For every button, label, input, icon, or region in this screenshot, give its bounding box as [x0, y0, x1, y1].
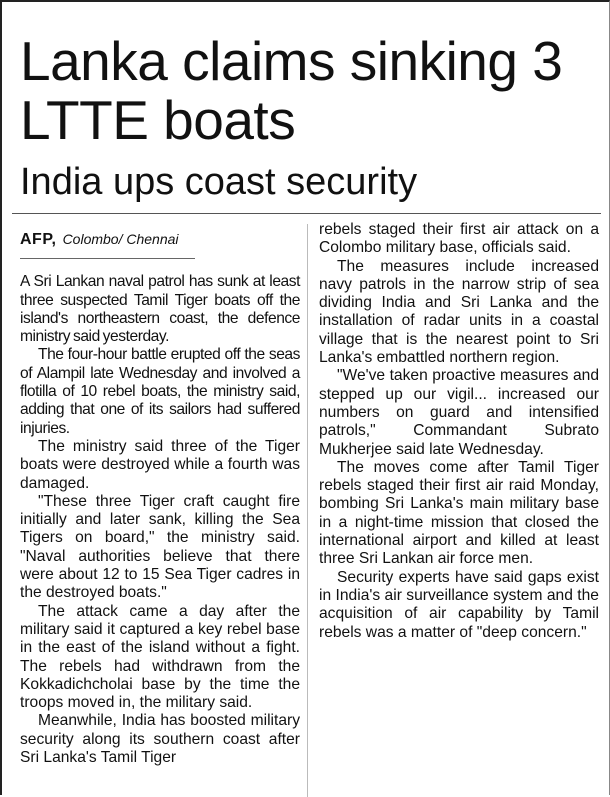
article-paragraph: The four-hour battle erupted off the seas of Alampil late Wednesday and involved a flotilla of 10 rebel boats, the ministry said, adding that one of its sailors had suffered injuries.: [20, 346, 300, 437]
article-paragraph: The measures include increased navy patrols in the narrow strip of sea dividing India and Sri Lanka and the installation of radar units in a coastal village that is the nearest point to Sri Lanka's embattled northern region.: [319, 257, 599, 367]
column-divider: [307, 224, 308, 797]
byline-agency: AFP,: [20, 231, 57, 248]
article-column-left: [20, 222, 300, 767]
article-paragraph: The attack came a day after the military said it captured a key rebel base in the east of the island without a fight. The rebels had withdrawn from the Kokkadichcholai base by the time the troops moved in, the military said.: [20, 602, 300, 712]
byline-dateline: Colombo/ Chennai: [62, 231, 179, 247]
article-paragraph: The moves come after Tamil Tiger rebels staged their first air raid Monday, bombing Sri Lanka's main military base in a night-time mission that closed the international airport and killed at least three Sri Lankan air force men.: [319, 458, 599, 568]
article-paragraph: Security experts have said gaps exist in India's air surveillance system and the acquisition of air capability by Tamil rebels was a matter of "deep concern.": [319, 568, 599, 641]
article-paragraph: The ministry said three of the Tiger boats were destroyed while a fourth was damaged.: [20, 437, 300, 492]
article-paragraph: A Sri Lankan naval patrol has sunk at least three suspected Tamil Tiger boats off the island's northeastern coast, the defence ministry said yesterday.: [20, 273, 300, 346]
article-column-right: [319, 221, 599, 642]
article-paragraph: "We've taken proactive measures and stepped up our vigil... increased our numbers on guard and intensified patrols," Commandant Subrato Mukherjee said late Wednesday.: [319, 367, 599, 458]
byline: [20, 230, 300, 249]
byline-rule: [20, 258, 195, 259]
subheadline: India ups coast security: [20, 161, 418, 203]
article-paragraph: rebels staged their first air attack on a Colombo military base, officials said.: [319, 221, 599, 257]
article-paragraph: "These three Tiger craft caught fire initially and later sank, killing the Sea Tigers on board," the ministry said. "Naval authorities believe that there were about 12 to 15 Sea Tiger cadres in the destroyed boats.": [20, 492, 300, 602]
headline: Lanka claims sinking 3 LTTE boats: [20, 30, 563, 151]
article-paragraph: Meanwhile, India has boosted military security along its southern coast after Sri Lanka's Tamil Tiger: [20, 712, 300, 767]
header-rule: [12, 213, 601, 214]
